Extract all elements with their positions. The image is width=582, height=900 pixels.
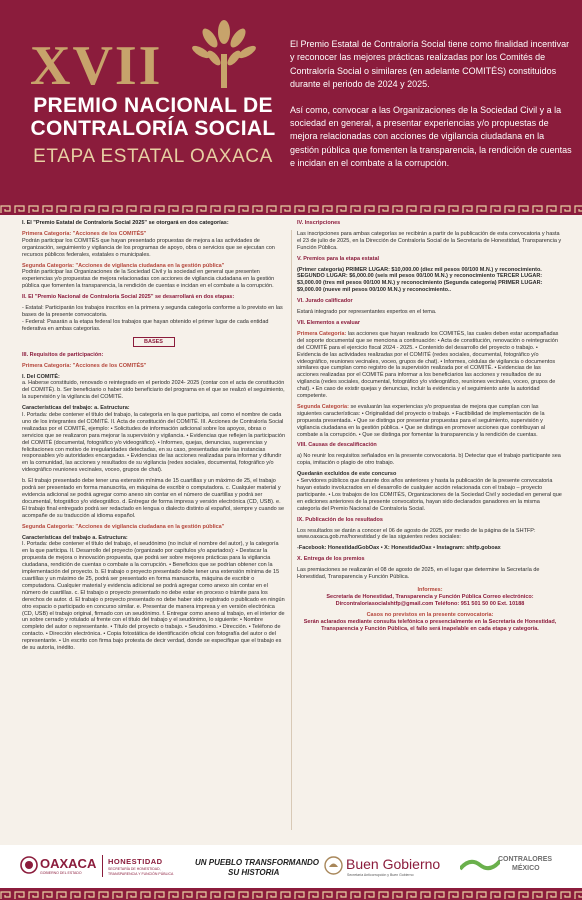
info-title: Informes: [417,586,443,593]
section-7-category-1-text: las acciones que hayan realizado los COMITÉS, las cuales deben estar acompañadas del soporte documental que se menciona a continuación: • Acta de constitución, renovación o reintegración del COMITÉ para el ejercicio fiscal 2024 - 2025. • Contenido del desarrollo del proyecto o trabajo. • Evidencia de las actividades realizadas por el COMITÉ (redes sociales, documental, fotográfico y/o videográfico, reuniones vecinales, voceo, grupos de chat). • Informes, cédulas de vigilancia o documentos similares que cumplan como registro de la supervisión realizada por el COMITÉ. • Evidencias de las acciones realizadas por el COMITÉ para informar a los beneficiarios las acciones y resultados de su vigilancia (redes sociales, documental, fotográfico y/o videográfico, reuniones vecinales, voceo, grupos de chat). • En caso de existir quejas y denuncias, incluir la evidencia y el seguimiento ante la autoridad competente. [297,330,559,400]
title-line-1: PREMIO NACIONAL DE [33,94,273,117]
right-column [297,220,563,636]
section-7-category-1-label: Primera Categoría: [297,330,347,337]
intro-paragraph-2: Así como, convocar a las Organizaciones de la Sociedad Civil y a la sociedad en general, a presentar experiencias y/o propuestas de mejora relacionadas con acciones de vigilancia ciudadana en la gestión pública que fomenten la transparencia, la rendición de cuentas e incidan en el combate a la corrupción. [290,104,572,169]
oaxaca-emblem-icon [20,856,38,874]
intro-text [290,38,572,183]
section-5-title: V. Premios para la etapa estatal [297,255,380,262]
pattern-band-top [0,203,582,215]
section-3-characteristics-text: I. Portada: debe contener el título del trabajo, la categoría en la que participa, así como el nombre de cada uno de los integrantes del COMITÉ. II. Acta de constitución del COMITÉ. III. Acciones de Contraloría Social realizadas por el COMITÉ, ejemplo: • Solicitudes de información adicional sobre los apoyos, obras o servicios que se realizaron para mejorar la supervisión y vigilancia. • Evidencias que reflejen la participación del COMITÉ (documental, fotográfico y/o videográfico). • Informes, quejas, denuncias, sugerencias y felicitaciones con motivo de irregularidades detectadas, en su caso, presentadas ante las instancias responsables y/o autoridades encargadas. • Evidencias de las acciones realizadas para informar y difundir en la comunidad, las acciones y resultados de su vigilancia (redes sociales, documental, fotográfico y/o videográfico reuniones vecinales, voceo, grupos de chat). [22,412,286,474]
cases-text: Serán aclarados mediante consulta telefónica o presencialmente en la Secretaría de Honestidad, Transparencia y Función Pública, el fallo será inapelable en cada etapa y categoría. [303,618,557,632]
pattern-band-bottom [0,888,582,900]
section-3-extension-text: b. El trabajo presentado debe tener una extensión mínima de 15 cuartillas y un máximo de 25, el trabajo podrá ser presentado en forma manuscrita, en máquina de escribir o computadora. c. Cualquier material y evidencia adicional se podrá agregar como anexo sin contar en el número de cuartillas y podrá ser documental, fotográfico y/o videográfico. d. Entregar de forma impresa y versión electrónica (CD, USB). e. El trabajo final entregado podrá ser redactado en lengua o dialecto distinto al español, siempre y cuando se acompañe de su traducción al idioma español. [22,478,285,519]
left-column [22,220,285,656]
section-7-category-2 [297,404,563,439]
section-6-text: Estará integrado por representantes expertos en el tema. [297,309,437,316]
section-1-category-2-text: Podrán participar las Organizaciones de la Sociedad Civil y la sociedad en general que presenten experiencias y/o propuestas de mejora relacionadas con acciones de vigilancia ciudadana en la gestión pública que fomenten la transparencia, la rendición de cuentas e incidan en el combate a la corrupción. [22,269,275,290]
bases-label: BASES [133,337,175,347]
section-2-stage-b: - Federal: Pasarán a la etapa federal los trabajos que hayan obtenido el primer lugar de cada entidad federativa en ambas categorías. [22,318,269,332]
column-divider [291,230,292,830]
intro-paragraph-1: El Premio Estatal de Contraloría Social tiene como finalidad incentivar y reconocer las mejores prácticas realizadas por los Comités de Contraloría Social o similares (en adelante COMITÉS) constituidos durante el periodo de 2024 y 2025. [290,39,570,90]
oaxaca-logo-text: OAXACA [40,856,97,871]
section-6-title: VI. Jurado calificador [297,298,353,305]
cases-title: Casos no previstos en la presente convocatoria: [366,611,494,618]
contralores-logo-text: CONTRALORES [498,856,553,863]
section-3-title: III. Requisitos de participación: [22,351,104,358]
section-4-text: Las inscripciones para ambas categorías se recibirán a partir de la publicación de esta convocatoria y hasta el 23 de julio de 2025, en la Dirección de Contraloría Social de la Secretaría de Honestidad, Transparencia y Función Pública. [297,230,562,251]
section-7-category-2-label: Segunda Categoría: [297,403,349,410]
section-7-title: VII. Elementos a evaluar [297,319,360,326]
tree-icon [184,14,264,94]
eagle-emblem-icon [324,856,343,875]
logos-bar [0,845,582,888]
section-2-stage-a: - Estatal: Participarán los trabajos inscritos en la primera y segunda categoría conforme a lo previsto en las bases de la presente convocatoria. [22,305,283,318]
section-3-characteristics: Características del trabajo: a. Estructura: [22,405,130,412]
info-text: Secretaría de Honestidad, Transparencia y Función Pública Correo electrónico: Dircontraloriasocialshtfp@gmail.com Teléfono: 951 501 50 00 Ext. 10188 [326,593,534,607]
stage-title: ETAPA ESTATAL OAXACA [33,146,273,167]
section-1-category-1: Primera Categoría: "Acciones de los COMITÉS" [22,230,147,237]
section-3-characteristics-2: Características del trabajo a. Estructura: [22,534,128,541]
section-1-category-1-text: Podrán participar los COMITÉS que hayan presentado propuestas de mejora a las actividades de organización, seguimiento y vigilancia de los programas de apoyo, obra o servicios que se ejecutan con recursos públicos federales, estatales o municipales. [22,237,275,258]
honestidad-logo-subtext: SECRETARÍA DE HONESTIDAD, TRANSPARENCIA Y FUNCIÓN PÚBLICA [108,867,174,876]
buen-gobierno-logo-text: Buen Gobierno [346,856,441,872]
section-2-title: II. El "Premio Nacional de Contraloría Social 2025" se desarrollará en dos etapas: [22,294,235,301]
section-8-excluded-title: Quedarán excluidos de este concurso [297,471,397,478]
roman-numeral: XVII [30,35,163,97]
section-5-text: (Primer categoría) PRIMER LUGAR: $10,000.00 (diez mil pesos 00/100 M.N.) y reconocimiento. SEGUNDO LUGAR: $6,000.00 (seis mil pesos 00/100 M.N.) y reconocimiento TERCER LUGAR: $3,000.00 (tres mil pesos 00/100 M.N.) y reconocimiento (Segunda categoría) PRIMER LUGAR: $9,000.00 (nueve mil pesos 00/100 M.N.) y reconocimiento.. [297,266,543,294]
section-7-category-2-text: se evaluarán las experiencias y/o propuestas de mejora que cumplan con las siguientes características: • Originalidad del proyecto o trabajo. • Factibilidad de implementación de la propuesta presentada. • Que se distinga por presentar propuestas para el seguimiento, supervisión y vigilancia ciudadana en la gestión pública. • Que se distinga en promover acciones que contribuyan al combate a la corrupción. • Que se distinga por fomentar la transparencia y la rendición de cuentas. [297,403,546,438]
section-10-title: X. Entrega de los premios [297,556,365,563]
section-8-excluded-text: • Servidores públicos que durante dos años anteriores y hasta la publicación de la presente convocatoria hayan estado involucrados en el desarrollo de cualquier acción relacionada con el trabajo – proyecto participante. • Los trabajos de los COMITÉS, Organizaciones de la Sociedad Civil y sociedad en general que en ediciones anteriores de la presente convocatoria, hayan sido declarados ganadores en la misma categoría del Premio Nacional de Contraloría Social. [297,478,562,512]
section-3-committee: I. Del COMITÉ: [22,373,60,380]
section-1-title: I. El "Premio Estatal de Contraloría Social 2025" se otorgará en dos categorías: [22,220,229,226]
section-1-category-2: Segunda Categoría: "Acciones de vigilancia ciudadana en la gestión pública" [22,262,225,269]
section-9-title: IX. Publicación de los resultados [297,516,383,523]
section-9-text: Los resultados se darán a conocer el 06 de agosto de 2025, por medio de la página de la SHTFP: www.oaxaca.gob.mx/honestidad y de las siguientes redes sociales: [297,527,536,541]
section-4-title: IV. Inscripciones [297,220,341,226]
slogan-line-1: UN PUEBLO TRANSFORMANDO [195,858,319,867]
oaxaca-logo-subtext: GOBIERNO DEL ESTADO [40,871,82,875]
slogan-line-2: SU HISTORIA [228,868,280,877]
honestidad-logo-text: HONESTIDAD [108,857,163,866]
section-3-category-2: Segunda Categoría: "Acciones de vigilancia ciudadana en la gestión pública" [22,523,225,530]
section-10-text: Las premiaciones se realizarán el 08 de agosto de 2025, en el lugar que determine la Secretaría de Honestidad, Transparencia y Función Pública. [297,567,540,581]
buen-gobierno-logo-subtext: Secretaría Anticorrupción y Buen Gobierno [347,873,414,877]
section-8-title: VIII. Causas de descalificación [297,442,377,449]
convocatoria-body [0,215,582,845]
section-3-committee-text: a. Haberse constituido, renovado o reintegrado en el periodo 2024- 2025 (contar con el acta de constitución del COMITÉ). b. Ser beneficiario o haber sido beneficiario del programa en el que se realizó el seguimiento, la supervisión y la vigilancia del COMITÉ. [22,380,285,401]
section-3-characteristics-2-text: I. Portada: debe contener el título del trabajo, el seudónimo (no incluir el nombre del autor), y la categoría en la que participa. II. Desarrollo del proyecto (organizado por capítulos y/o apartados): • Destacar la propuesta de mejora o innovación propuesta, que podrá ser sobre mejores prácticas para la vigilancia ciudadana, rendición de cuentas o combate a la corrupción. • Beneficios que se podrían obtener con la implementación del proyecto. b. El trabajo o proyecto presentado debe tener una extensión mínima de 15 cuartillas y un máximo de 25, podrá ser presentado en forma manuscrita, máquina de escribir o computadora. Cualquier material y evidencia adicional se podrá agregar como anexo sin contar en el número de cuartillas. c. El trabajo o proyecto presentado no debe estar en proceso o trámite para los derechos de autor. d. El trabajo o proyecto presentado no debe haber sido registrado o publicado en ningún otro espacio o participado en concurso similar. e. Presentar de manera impresa y en versión electrónica (CD, USB) el trabajo original, firmado con un seudónimo. f. Entregar como anexo al trabajo, en el interior de un sobre cerrado y rotulado al frente con el título del trabajo y el seudónimo, lo siguiente: • Nombre completo del autor o representante. • Título del proyecto o trabajo. • Seudónimo. • Dirección. • Teléfono de contacto. • Dirección electrónica. • Copia fotostática de identificación oficial con fotografía del autor o del representante. • Un escrito con firma bajo protesta de decir verdad, donde se especifique que el trabajo es de su autoría, inédito. [22,541,285,652]
section-7-category-1 [297,331,563,400]
section-8-text: a) No reunir los requisitos señalados en la presente convocatoria. b) Detectar que el trabajo participante sea copia, imitación o plagio de otro trabajo. [297,453,561,467]
section-3-category-1: Primera Categoría: "Acciones de los COMITÉS" [22,362,147,369]
header [0,0,582,203]
contralores-wave-icon [460,855,500,873]
title-line-2: CONTRALORÍA SOCIAL [30,117,276,140]
mexico-logo-text: MÉXICO [512,865,540,872]
logo-divider [102,855,103,877]
section-9-social: -Facebook: HonestidadGobOax • X: HonestidadOax • Instagram: shtfp.goboax [297,545,501,552]
